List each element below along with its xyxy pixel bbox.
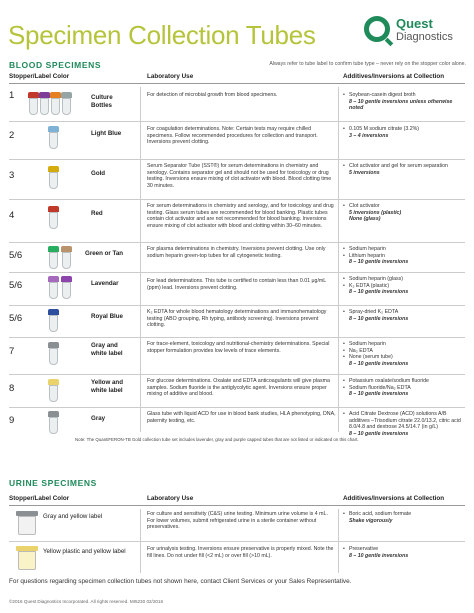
lab-use-text: Glass tube with liquid ACD for use in blood bank studies, HLA phenotyping, DNA, paternity testing, etc. bbox=[147, 411, 336, 424]
gray-urine-tube-icon bbox=[17, 511, 37, 535]
table-row bbox=[9, 341, 465, 369]
row-number: 9 bbox=[9, 415, 15, 426]
additive-inversions: 8 – 10 gentle inversions bbox=[349, 360, 409, 367]
additive-item: • Sodium heparin (glass) bbox=[343, 276, 465, 283]
additives-list bbox=[343, 511, 465, 524]
additive-item: • Potassium oxalate/sodium fluoride bbox=[343, 378, 465, 385]
additive-item: • K₂ EDTA (plastic) bbox=[343, 283, 465, 290]
additive-item: • Clot activator and gel for serum separation bbox=[343, 163, 465, 170]
blood-table bbox=[9, 73, 465, 438]
row-number: 5/6 bbox=[9, 250, 23, 261]
header-divider bbox=[9, 83, 465, 84]
col-lab-use: Laboratory Use bbox=[147, 495, 194, 502]
additive-item: • None (serum tube) bbox=[343, 354, 465, 361]
lab-use-text: For plasma determinations in chemistry. Inversions prevent clotting. Use only sodium heparin green-top tubes for all cytogenetic testing. bbox=[147, 246, 326, 259]
additive-inversions: None (glass) bbox=[349, 216, 381, 222]
urine-section-title: URINE SPECIMENS bbox=[9, 478, 97, 488]
additive-item: • Na₂ EDTA bbox=[343, 348, 465, 355]
additive-inversions: 8 – 10 gentle inversions bbox=[349, 259, 409, 265]
col-stopper-label: Stopper/Label Color bbox=[9, 73, 70, 80]
additives-list bbox=[343, 411, 465, 437]
lab-use-text: Serum Separator Tube (SST®) for serum determinations in chemistry and serology. Contains separator gel and should not be used for toxicology or drug testing. Inversions ensure mixing of clot activator with blood. Blood clotting time 30 minutes. bbox=[147, 163, 332, 189]
stopper-label: Gold bbox=[91, 170, 106, 177]
blood-warning-note: Always refer to tube label to confirm tube type – never rely on the stopper color alone. bbox=[269, 61, 466, 67]
additives-list bbox=[343, 163, 465, 176]
additives-list bbox=[343, 126, 465, 139]
lab-use-text: For detection of microbial growth from blood specimens. bbox=[147, 92, 278, 98]
stopper-label: Royal Blue bbox=[91, 313, 123, 320]
stopper-label: Yellow and white label bbox=[91, 379, 123, 394]
additives-list bbox=[343, 378, 465, 398]
logo-subtitle: Diagnostics bbox=[396, 31, 453, 43]
lab-use-text: For trace-element, toxicology and nutritional-chemistry determinations. Special stopper formulation provides low levels of trace elements. bbox=[147, 341, 330, 354]
lab-use-text: For culture and sensitivity (C&S) urine testing. Minimum urine volume is 4 mL. For lower volumes, submit refrigerated urine in a sterile container without preservatives. bbox=[147, 511, 328, 530]
table-row bbox=[9, 125, 465, 153]
row-number: 3 bbox=[9, 170, 15, 181]
stopper-label: Light Blue bbox=[91, 130, 122, 137]
additive-inversions: 5 inversions (plastic) bbox=[349, 209, 402, 216]
additive-inversions: 8 – 10 gentle inversions bbox=[349, 552, 409, 559]
additive-item: • Sodium heparin bbox=[343, 246, 465, 253]
row-number: 5/6 bbox=[9, 280, 23, 291]
table-row bbox=[9, 510, 465, 538]
lab-use-text: For lead determinations. This tube is certified to contain less than 0.01 μg/mL (ppm) lead. Inversions prevent clotting. bbox=[147, 278, 326, 291]
additives-list bbox=[343, 92, 465, 112]
table-row bbox=[9, 411, 465, 437]
additive-inversions: 8 – 10 gentle inversions unless otherwise noted bbox=[349, 98, 453, 111]
additives-list bbox=[343, 546, 465, 559]
table-row bbox=[9, 545, 465, 573]
additive-inversions: 8 – 10 gentle inversions bbox=[349, 289, 409, 295]
additives-list bbox=[343, 341, 465, 367]
additive-item: • Preservative bbox=[343, 546, 465, 553]
table-row bbox=[9, 90, 465, 116]
lab-use-text: K₂ EDTA for whole blood hematology determinations and immunohematology testing (ABO grouping, Rh typing, antibody screening). Inversions prevent clotting. bbox=[147, 309, 327, 328]
additive-item: • Acid Citrate Dextrose (ACD) solutions A/B additives –Trisodium citrate 22.0/13.2, citric acid 8.0/4.8 and dextrose 24.5/14.7 (in g/L) bbox=[343, 411, 465, 431]
stopper-label: Gray and white label bbox=[91, 342, 123, 357]
stopper-label: Gray and yellow label bbox=[43, 513, 103, 520]
lab-use-text: For coagulation determinations. Note: Certain tests may require chilled specimens. Follow recommended procedures for collection and transport. Inversions prevent clotting. bbox=[147, 126, 318, 145]
additives-list bbox=[343, 309, 465, 322]
row-number: 5/6 bbox=[9, 313, 23, 324]
additive-item: • Clot activator bbox=[343, 203, 465, 210]
row-number: 2 bbox=[9, 130, 15, 141]
copyright: ©2016 Quest Diagnostics Incorporated. All rights reserved. MI5230 02/2016 bbox=[9, 599, 164, 604]
page-title: Specimen Collection Tubes bbox=[8, 20, 316, 50]
additive-item: • Soybean-casein digest broth bbox=[343, 92, 465, 99]
additive-inversions: 3 – 4 inversions bbox=[349, 132, 389, 139]
urine-table bbox=[9, 495, 465, 575]
blood-section-title: BLOOD SPECIMENS bbox=[9, 60, 102, 70]
lab-use-text: For glucose determinations. Oxalate and EDTA anticoagulants will give plasma samples. Sodium fluoride is the antiglycolytic agent. Inversions ensure proper mixing of additive and blood. bbox=[147, 378, 330, 397]
additives-list bbox=[343, 203, 465, 223]
yellow-urine-tube-icon bbox=[17, 546, 37, 570]
additives-list bbox=[343, 246, 465, 266]
table-row bbox=[9, 378, 465, 404]
quest-logo-icon bbox=[364, 16, 390, 42]
additive-item: • Sodium fluoride/Na₂ EDTA bbox=[343, 385, 465, 392]
table-row bbox=[9, 276, 465, 302]
lab-use-text: For urinalysis testing. Inversions ensure preservative is properly mixed. Note the fill lines. Do not under fill (<2 mL) or over fill (>10 mL). bbox=[147, 546, 334, 559]
stopper-label: Gray bbox=[91, 415, 106, 422]
col-additives: Additives/Inversions at Collection bbox=[343, 495, 445, 502]
additive-inversions: 5 inversions bbox=[349, 169, 380, 176]
table-row bbox=[9, 309, 465, 333]
additive-item: • Sodium heparin bbox=[343, 341, 465, 348]
col-stopper-label: Stopper/Label Color bbox=[9, 495, 70, 502]
stopper-label: Green or Tan bbox=[85, 250, 124, 257]
stopper-label: Red bbox=[91, 210, 103, 217]
col-additives: Additives/Inversions at Collection bbox=[343, 73, 445, 80]
additive-item: • Spray-dried K₂ EDTA bbox=[343, 309, 465, 316]
stopper-label: Culture Bottles bbox=[91, 94, 113, 109]
row-number: 1 bbox=[9, 90, 15, 101]
table-row bbox=[9, 203, 465, 239]
quantiferon-footnote: Note: The QuantiFERON-TB Gold collection tube set includes lavender, gray and purple capped tubes that are not listed or indicated on this chart. bbox=[75, 437, 359, 442]
quest-logo bbox=[364, 14, 462, 54]
additive-item: • Boric acid, sodium formate bbox=[343, 511, 465, 518]
additive-item: • Lithium heparin bbox=[343, 253, 465, 260]
contact-note: For questions regarding specimen collection tubes not shown here, contact Client Services or your Sales Representative. bbox=[9, 578, 352, 585]
col-lab-use: Laboratory Use bbox=[147, 73, 194, 80]
additive-inversions: 8 – 10 gentle inversions bbox=[349, 391, 409, 397]
stopper-label: Yellow plastic and yellow label bbox=[43, 548, 126, 555]
additive-item: • 0.105 M sodium citrate (3.2%) bbox=[343, 126, 465, 133]
row-number: 7 bbox=[9, 346, 15, 357]
table-row bbox=[9, 163, 465, 195]
additive-inversions: 8 – 10 gentle inversions bbox=[349, 430, 409, 437]
header-divider bbox=[9, 505, 465, 506]
lab-use-text: For serum determinations in chemistry and serology, and for toxicology and drug testing. Glass serum tubes are recommended for blood banking. Plastic tubes contain clot activator and are not recommended for blood banking. Inversions ensure mixing of clot activator with blood and clotting within 30–60 minutes. bbox=[147, 203, 334, 229]
additive-inversions: Shake vigorously bbox=[349, 517, 393, 524]
additives-list bbox=[343, 276, 465, 296]
row-number: 4 bbox=[9, 210, 15, 221]
additive-inversions: 8 – 10 gentle inversions bbox=[349, 315, 409, 322]
stopper-label: Lavendar bbox=[91, 280, 119, 287]
row-number: 8 bbox=[9, 383, 15, 394]
table-row bbox=[9, 246, 465, 270]
logo-name: Quest bbox=[396, 16, 433, 31]
page-header bbox=[8, 14, 468, 56]
